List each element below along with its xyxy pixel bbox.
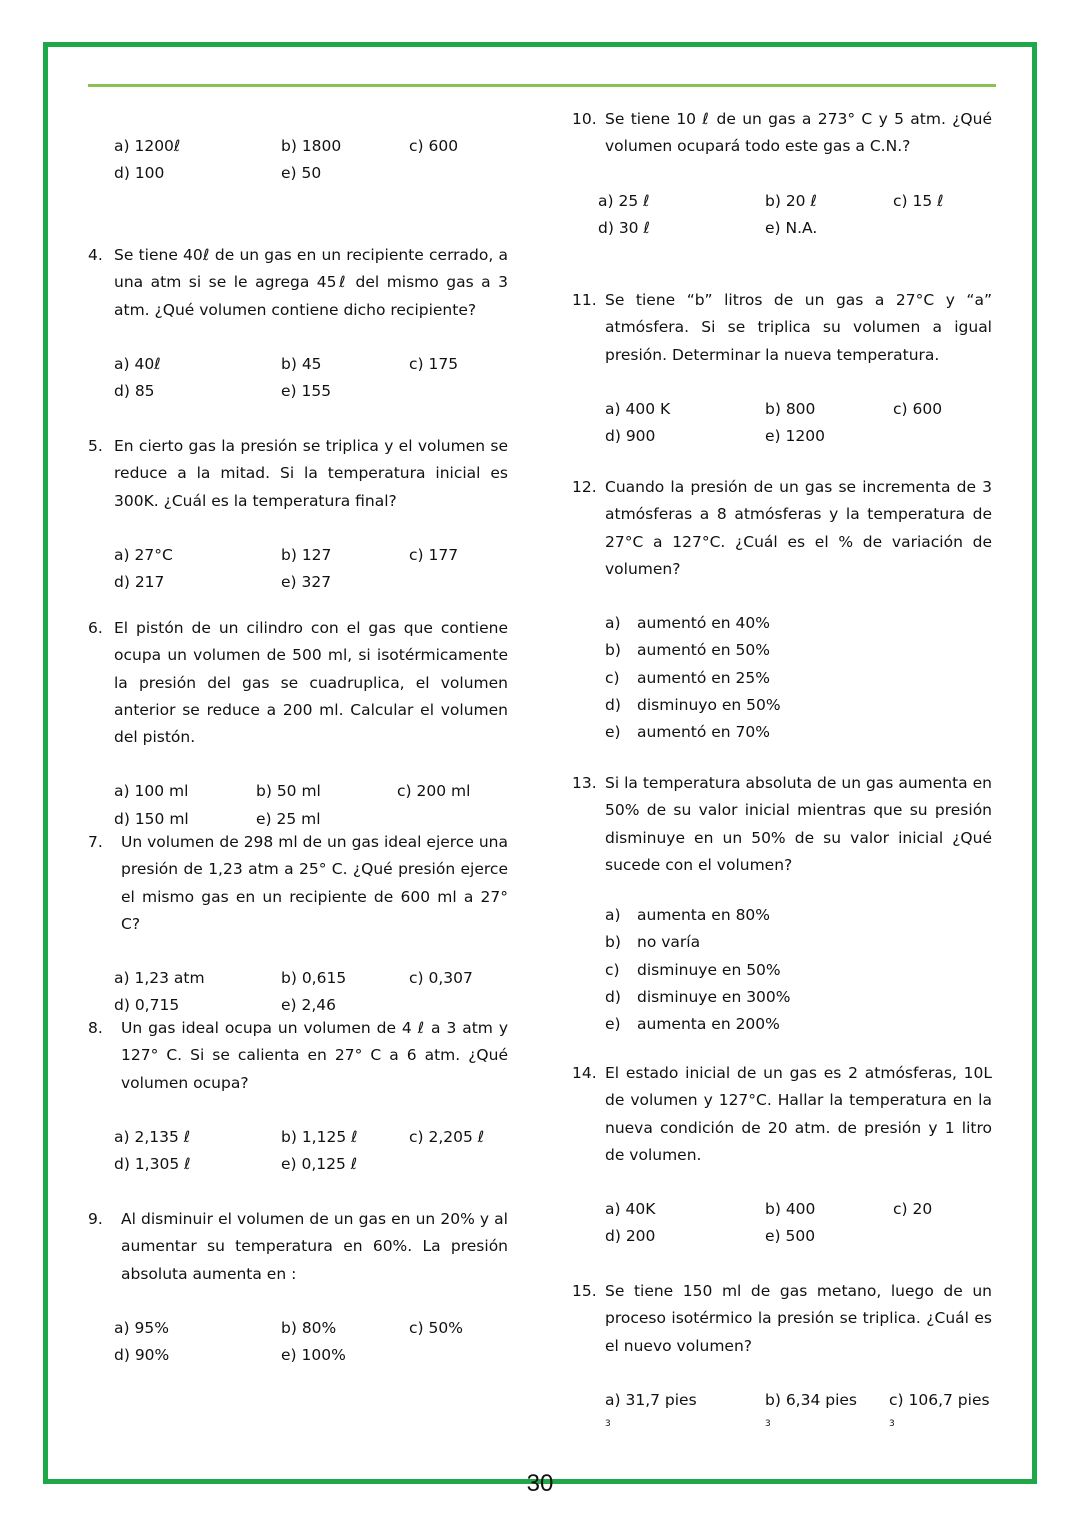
option-c: c) 50%: [409, 1318, 463, 1337]
option-row: [114, 378, 508, 405]
option-c: c) 15 ℓ: [893, 191, 944, 210]
option-letter: a): [605, 614, 621, 633]
question-statement: [572, 106, 992, 161]
option-b: b) 45: [281, 354, 322, 373]
option-c: c) 175: [409, 354, 459, 373]
option-list: [598, 188, 992, 243]
option-d: d) 217: [114, 573, 165, 592]
option-c: c) 600: [893, 399, 943, 418]
question-text: Al disminuir el volumen de un gas en un 20% y al aumentar su temperatura en 60%. La presión absoluta aumenta en :: [121, 1210, 508, 1283]
question-text: Se tiene “b” litros de un gas a 27°C y “a” atmósfera. Si se triplica su volumen a igual presión. Determinar la nueva temperatura.: [605, 291, 992, 364]
question-9: [88, 1206, 508, 1369]
option-a: a) 1,23 atm: [114, 969, 205, 988]
option-d: d) 90%: [114, 1346, 170, 1365]
option-row: [114, 351, 508, 378]
option-c: c) 2,205 ℓ: [409, 1127, 485, 1146]
question-13: [572, 770, 992, 1039]
option-text: disminuye en 50%: [637, 960, 781, 979]
option-letter: d): [605, 696, 621, 715]
option-row: [114, 542, 508, 569]
option-list: [114, 1315, 508, 1370]
option-list: [114, 965, 508, 1020]
option-row: [114, 1151, 508, 1178]
option-text: disminuyo en 50%: [637, 696, 781, 715]
option-d: d) 30 ℓ: [598, 218, 650, 237]
option-row: [605, 719, 992, 746]
option-text: aumenta en 200%: [637, 1015, 780, 1034]
option-letter: a): [605, 906, 621, 925]
question-number: 8.: [88, 1019, 103, 1037]
question-10: [572, 106, 992, 242]
question-8: [88, 1015, 508, 1178]
option-c: c) 20: [893, 1200, 933, 1219]
question-text: Si la temperatura absoluta de un gas aumenta en 50% de su valor inicial mientras que su presión disminuye en un 50% de su valor inicial ¿Qué sucede con el volumen?: [605, 774, 992, 874]
question-text: Se tiene 150 ml de gas metano, luego de un proceso isotérmico la presión se triplica. ¿Cuál es el nuevo volumen?: [605, 1282, 992, 1355]
option-row: [605, 1223, 992, 1250]
option-list: [605, 610, 992, 746]
option-list: [605, 1196, 992, 1251]
option-b: b) 80%: [281, 1318, 337, 1337]
question-number: 14.: [572, 1064, 597, 1082]
option-a: a) 2,135 ℓ: [114, 1127, 191, 1146]
option-text: aumentó en 40%: [637, 614, 771, 633]
option-list: [605, 902, 992, 1038]
option-row: [605, 610, 992, 637]
superscript: 3: [765, 1419, 771, 1430]
option-a-text: a) 31,7 pies: [605, 1390, 697, 1409]
question-statement: [88, 433, 508, 515]
option-e: e) 2,46: [281, 996, 337, 1015]
superscript: 3: [889, 1419, 895, 1430]
option-c: c) 0,307: [409, 969, 473, 988]
option-e: e) 0,125 ℓ: [281, 1155, 358, 1174]
option-row: [605, 665, 992, 692]
option-e: e) 25 ml: [256, 809, 321, 828]
option-row: [605, 957, 992, 984]
question-4: [88, 242, 508, 405]
option-b: b) 800: [765, 399, 816, 418]
option-row: [605, 984, 992, 1011]
option-text: no varía: [637, 933, 701, 952]
option-d: d) 0,715: [114, 996, 180, 1015]
question-text: Se tiene 40ℓ de un gas en un recipiente cerrado, a una atm si se le agrega 45ℓ del mismo gas a 3 atm. ¿Qué volumen contiene dicho recipiente?: [114, 246, 508, 319]
question-statement: [572, 770, 992, 879]
question-text: Se tiene 10 ℓ de un gas a 273° C y 5 atm. ¿Qué volumen ocupará todo este gas a C.N.?: [605, 110, 992, 156]
option-e: e) 100%: [281, 1346, 346, 1365]
option-row: [605, 637, 992, 664]
option-letter: d): [605, 988, 621, 1007]
option-a: a) 27°C: [114, 545, 173, 564]
option-text: aumentó en 50%: [637, 641, 771, 660]
option-row: [598, 215, 992, 242]
question-7: [88, 829, 508, 1020]
superscript: 3: [605, 1419, 611, 1430]
option-row: [605, 396, 992, 423]
option-letter: b): [605, 933, 621, 952]
option-letter: e): [605, 723, 621, 742]
option-d: d) 900: [605, 427, 656, 446]
question-12: [572, 474, 992, 747]
option-d: d) 150 ml: [114, 809, 189, 828]
question-11: [572, 287, 992, 450]
option-e: e) 50: [281, 164, 322, 183]
question-text: En cierto gas la presión se triplica y el volumen se reduce a la mitad. Si la temperatura inicial es 300K. ¿Cuál es la temperatura final?: [114, 437, 508, 510]
question-number: 10.: [572, 110, 597, 128]
option-letter: b): [605, 641, 621, 660]
question-number: 13.: [572, 774, 597, 792]
option-row: [605, 423, 992, 450]
option-b: b) 400: [765, 1200, 816, 1219]
question-number: 11.: [572, 291, 597, 309]
option-b-text: b) 6,34 pies: [765, 1390, 858, 1409]
question-text: El estado inicial de un gas es 2 atmósferas, 10L de volumen y 127°C. Hallar la temperatura en la nueva condición de 20 atm. de presión y 1 litro de volumen.: [605, 1064, 992, 1164]
question-number: 9.: [88, 1210, 103, 1228]
option-d: d) 100: [114, 164, 165, 183]
option-row: [114, 1315, 508, 1342]
option-b: b) 1,125 ℓ: [281, 1127, 358, 1146]
option-row: [605, 929, 992, 956]
question-5: [88, 433, 508, 596]
option-a: a) 100 ml: [114, 782, 189, 801]
option-a: a) 95%: [114, 1318, 169, 1337]
question-statement: [572, 1060, 992, 1169]
option-e: e) 500: [765, 1227, 816, 1246]
question-number: 12.: [572, 478, 597, 496]
option-d: d) 1,305 ℓ: [114, 1155, 191, 1174]
option-c: c) 600: [409, 137, 459, 155]
option-e: e) 1200: [765, 427, 825, 446]
option-b: [765, 1387, 889, 1442]
option-d: d) 85: [114, 382, 155, 401]
question-statement: [88, 1015, 508, 1097]
option-row: [114, 965, 508, 992]
question-statement: [572, 287, 992, 369]
page-number: 30: [526, 1470, 554, 1497]
option-c-text: c) 106,7 pies: [889, 1390, 990, 1409]
question-statement: [88, 615, 508, 751]
header-rule: [88, 84, 996, 87]
option-text: disminuye en 300%: [637, 988, 791, 1007]
option-c: c) 177: [409, 545, 459, 564]
question-14: [572, 1060, 992, 1251]
option-b: b) 127: [281, 545, 332, 564]
question-text: Un volumen de 298 ml de un gas ideal ejerce una presión de 1,23 atm a 25° C. ¿Qué presión ejerce el mismo gas en un recipiente de 600 ml a 27° C?: [121, 833, 508, 933]
option-row: [605, 1011, 992, 1038]
option-list: [114, 1124, 508, 1179]
option-a: [605, 1387, 765, 1442]
option-e: e) N.A.: [765, 218, 818, 237]
question-number: 6.: [88, 619, 103, 637]
option-a: a) 25 ℓ: [598, 191, 650, 210]
option-row: [114, 1342, 508, 1369]
question-6: [88, 615, 508, 833]
option-list: [114, 542, 508, 597]
option-list: [114, 351, 508, 406]
question-text: El pistón de un cilindro con el gas que contiene ocupa un volumen de 500 ml, si isotérmicamente la presión del gas se cuadruplica, el volumen anterior se reduce a 200 ml. Calcular el volumen del pistón.: [114, 619, 508, 747]
option-letter: c): [605, 668, 620, 687]
question-number: 4.: [88, 246, 103, 264]
option-text: aumentó en 25%: [637, 668, 771, 687]
question-number: 7.: [88, 833, 103, 851]
option-d: d) 200: [605, 1227, 656, 1246]
option-list: [605, 396, 992, 451]
option-row: [114, 778, 508, 805]
question-number: 5.: [88, 437, 103, 455]
option-letter: e): [605, 1015, 621, 1034]
question-text: Un gas ideal ocupa un volumen de 4 ℓ a 3 atm y 127° C. Si se calienta en 27° C a 6 atm. ¿Qué volumen ocupa?: [121, 1019, 508, 1092]
option-row: [605, 1196, 992, 1223]
option-b: b) 1800: [281, 137, 342, 155]
option-row: [605, 1387, 992, 1442]
option-e: e) 155: [281, 382, 332, 401]
question-statement: [88, 242, 508, 324]
option-b: b) 50 ml: [256, 782, 321, 801]
question-statement: [88, 829, 508, 938]
question-statement: [88, 1206, 508, 1288]
option-a: a) 40K: [605, 1200, 656, 1219]
option-a: a) 400 K: [605, 399, 671, 418]
option-text: aumenta en 80%: [637, 906, 771, 925]
question-number: 15.: [572, 1282, 597, 1300]
option-row: [598, 188, 992, 215]
option-b: b) 0,615: [281, 969, 347, 988]
option-list: [114, 778, 508, 833]
option-row: [114, 569, 508, 596]
option-c: [889, 1387, 990, 1442]
option-row: [114, 133, 508, 160]
option-c: c) 200 ml: [397, 782, 471, 801]
option-a: a) 40ℓ: [114, 354, 161, 373]
option-b: b) 20 ℓ: [765, 191, 817, 210]
question-statement: [572, 1278, 992, 1360]
option-row: [114, 1124, 508, 1151]
question-15: [572, 1278, 992, 1441]
option-list: [114, 133, 508, 188]
option-text: aumentó en 70%: [637, 723, 771, 742]
option-row: [114, 160, 508, 187]
option-letter: c): [605, 960, 620, 979]
option-a: a) 1200ℓ: [114, 137, 181, 155]
option-e: e) 327: [281, 573, 332, 592]
question-3-options-block: [88, 133, 508, 188]
question-statement: [572, 474, 992, 583]
option-list: [605, 1387, 992, 1442]
question-text: Cuando la presión de un gas se incrementa de 3 atmósferas a 8 atmósferas y la temperatura de 27°C a 127°C. ¿Cuál es el % de variación de volumen?: [605, 478, 992, 578]
option-row: [605, 902, 992, 929]
option-row: [605, 692, 992, 719]
